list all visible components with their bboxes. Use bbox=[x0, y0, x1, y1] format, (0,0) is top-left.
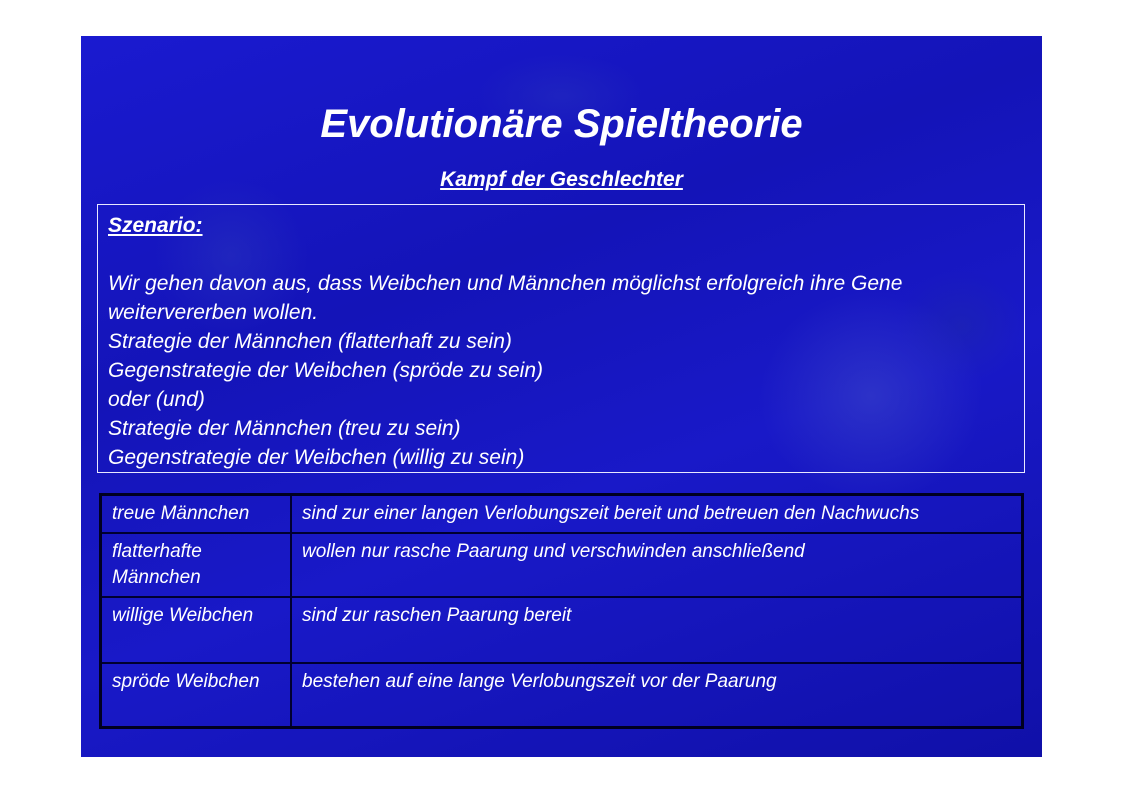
table-row bbox=[101, 597, 1023, 663]
table-definition-cell: wollen nur rasche Paarung und verschwinden anschließend bbox=[291, 533, 1023, 597]
table-term-cell: spröde Weibchen bbox=[101, 663, 292, 728]
table-definition-cell: sind zur einer langen Verlobungszeit bereit und betreuen den Nachwuchs bbox=[291, 495, 1023, 534]
scenario-line: Gegenstrategie der Weibchen (spröde zu sein) bbox=[108, 359, 544, 382]
table-row bbox=[101, 495, 1023, 534]
definition-table bbox=[99, 493, 1024, 729]
table-row bbox=[101, 533, 1023, 597]
table-definition-cell: bestehen auf eine lange Verlobungszeit vor der Paarung bbox=[291, 663, 1023, 728]
scenario-box bbox=[97, 204, 1025, 473]
scenario-heading: Szenario: bbox=[108, 214, 203, 237]
table-term-cell: treue Männchen bbox=[101, 495, 292, 534]
table-row bbox=[101, 663, 1023, 728]
scenario-line: Gegenstrategie der Weibchen (willig zu sein) bbox=[108, 446, 525, 469]
slide-title: Evolutionäre Spieltheorie bbox=[320, 102, 803, 146]
table-term-cell: flatterhafte Männchen bbox=[101, 533, 292, 597]
scenario-line: Strategie der Männchen (treu zu sein) bbox=[108, 417, 461, 440]
table-definition-cell: sind zur raschen Paarung bereit bbox=[291, 597, 1023, 663]
scenario-line: Wir gehen davon aus, dass Weibchen und Männchen möglichst erfolgreich ihre Gene weitervererben wollen. bbox=[108, 272, 903, 324]
table-term-cell: willige Weibchen bbox=[101, 597, 292, 663]
slide-subtitle: Kampf der Geschlechter bbox=[440, 168, 683, 191]
slide bbox=[81, 36, 1042, 757]
scenario-line: Strategie der Männchen (flatterhaft zu sein) bbox=[108, 330, 512, 353]
scenario-line: oder (und) bbox=[108, 388, 205, 411]
